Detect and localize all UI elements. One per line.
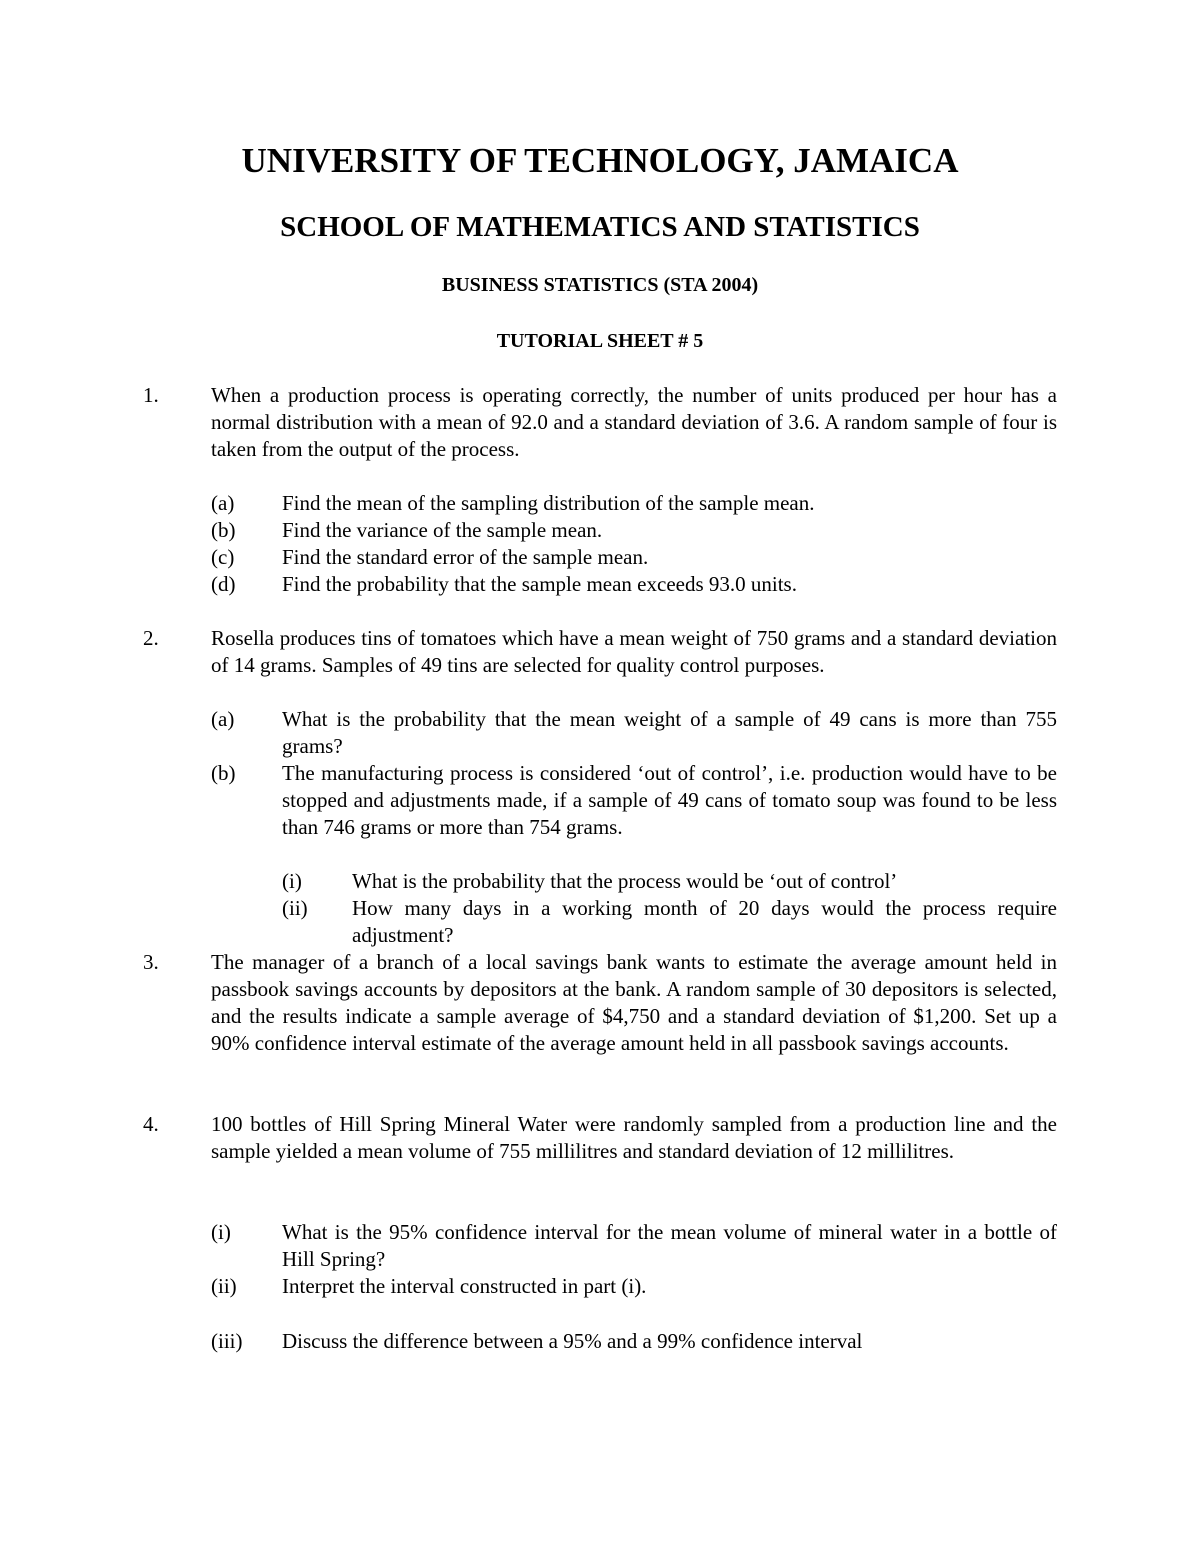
subpart-text: What is the probability that the process would be ‘out of control’ xyxy=(352,869,898,893)
part-label: (b) xyxy=(211,518,236,542)
question-text: When a production process is operating correctly, the number of units produced per hour has a normal distribution with a mean of 92.0 and a standard deviation of 3.6. A random sample of four is taken from the output of the process. xyxy=(211,383,1057,461)
part-text: Find the variance of the sample mean. xyxy=(282,518,603,542)
question-number: 4. xyxy=(143,1112,159,1136)
question-number: 1. xyxy=(143,383,159,407)
part-label: (c) xyxy=(211,545,235,569)
question-number: 3. xyxy=(143,950,159,974)
part-label: (d) xyxy=(211,572,236,596)
question-number: 2. xyxy=(143,626,159,650)
subpart-label: (i) xyxy=(282,869,302,893)
question-text: The manager of a branch of a local savings bank wants to estimate the average amount held in passbook savings accounts by depositors at the bank. A random sample of 30 depositors is selected, and the results indicate a sample average of $4,750 and a standard deviation of $1,200. Set up a 90% confidence interval estimate of the average amount held in all passbook savings accounts. xyxy=(211,950,1057,1055)
part-label: (b) xyxy=(211,761,236,785)
school-title: SCHOOL OF MATHEMATICS AND STATISTICS xyxy=(280,211,920,243)
part-text: What is the probability that the mean weight of a sample of 49 cans is more than 755 grams? xyxy=(282,707,1057,758)
part-label: (a) xyxy=(211,491,235,515)
part-text: Find the probability that the sample mean exceeds 93.0 units. xyxy=(282,572,797,596)
part-text: Interpret the interval constructed in part (i). xyxy=(282,1274,647,1298)
part-text: Find the standard error of the sample mean. xyxy=(282,545,649,569)
part-text: What is the 95% confidence interval for the mean volume of mineral water in a bottle of Hill Spring? xyxy=(282,1220,1057,1271)
sheet-title: TUTORIAL SHEET # 5 xyxy=(496,330,704,352)
question-text: 100 bottles of Hill Spring Mineral Water were randomly sampled from a production line and the sample yielded a mean volume of 755 millilitres and standard deviation of 12 millilitres. xyxy=(211,1112,1057,1163)
part-label: (iii) xyxy=(211,1329,243,1353)
part-text: The manufacturing process is considered ‘out of control’, i.e. production would have to be stopped and adjustments made, if a sample of 49 cans of tomato soup was found to be less than 746 grams or more than 754 grams. xyxy=(282,761,1057,839)
part-label: (i) xyxy=(211,1220,231,1244)
course-title: BUSINESS STATISTICS (STA 2004) xyxy=(441,274,759,296)
university-title: UNIVERSITY OF TECHNOLOGY, JAMAICA xyxy=(241,141,959,180)
part-text: Find the mean of the sampling distribution of the sample mean. xyxy=(282,491,815,515)
question-text: Rosella produces tins of tomatoes which have a mean weight of 750 grams and a standard deviation of 14 grams. Samples of 49 tins are selected for quality control purposes. xyxy=(211,626,1057,677)
subpart-label: (ii) xyxy=(282,896,308,920)
part-label: (a) xyxy=(211,707,235,731)
part-label: (ii) xyxy=(211,1274,237,1298)
part-text: Discuss the difference between a 95% and a 99% confidence interval xyxy=(282,1329,863,1353)
subpart-text: How many days in a working month of 20 days would the process require adjustment? xyxy=(352,896,1057,947)
